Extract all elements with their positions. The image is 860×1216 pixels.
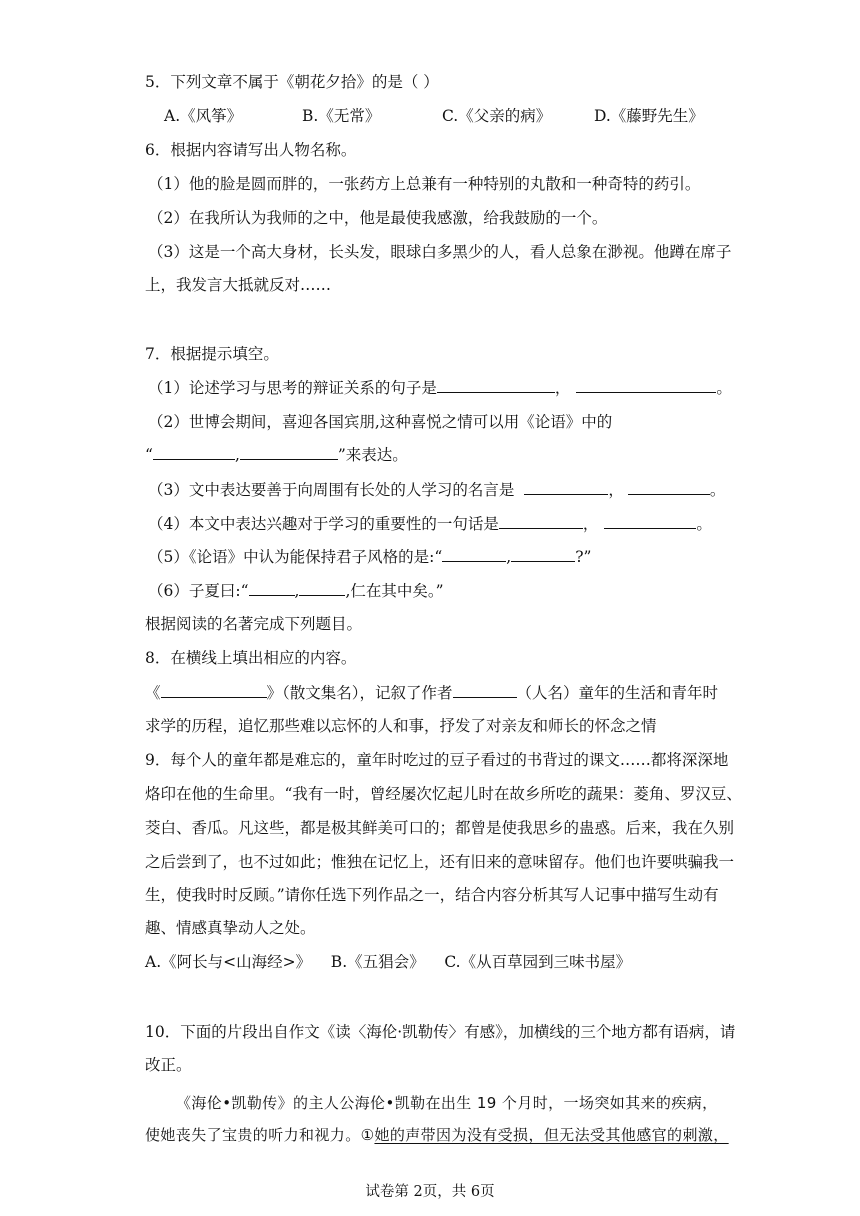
q9-line3: 茭白、香瓜。凡这些，都是极其鲜美可口的；都曾是使我思乡的蛊惑。后来，我在久别 (145, 819, 735, 837)
section-intro: 根据阅读的名著完成下列题目。 (145, 615, 363, 633)
essay-text: 使她丧失了宝贵的听力和视力。① (145, 1126, 375, 1144)
q7-item-6-end: ,仁在其中矣。” (345, 582, 444, 600)
q5-option-c: C.《父亲的病》 (442, 107, 552, 125)
q6-item-2: （2）在我所认为我师的之中，他是最使我感激，给我鼓励的一个。 (148, 209, 608, 227)
q9-line4: 之后尝到了，也不过如此；惟独在记忆上，还有旧来的意味留存。他们也许要哄骗我一 (145, 853, 735, 871)
q7-item-4-sep: ， (582, 515, 599, 533)
q8-line2: 求学的历程，追忆那些难以忘怀的人和事，抒发了对亲友和师长的怀念之情 (145, 717, 657, 735)
q7-item-4-text: （4）本文中表达兴趣对于学习的重要性的一句话是 (148, 515, 499, 533)
q7-item-5-end: ?” (575, 548, 592, 566)
q7-item-5-text: （5）《论语》中认为能保持君子风格的是:“ (148, 548, 443, 566)
q5-option-d: D.《藤野先生》 (594, 107, 704, 125)
q9-line6: 趣、情感真挚动人之处。 (145, 919, 316, 937)
underlined-sentence-1: 她的声带因为没有受损，但无法受其他感官的刺激， (374, 1126, 729, 1144)
q7-item-6 (148, 581, 444, 601)
q6-item-1: （1）他的脸是圆而胖的，一张药方上总兼有一种特别的丸散和一种奇特的药引。 (148, 175, 701, 193)
q7-stem: 7．根据提示填空。 (145, 345, 279, 363)
q8-open-bracket: 《 (145, 684, 161, 702)
essay-para-line1: 《海伦•凯勒传》的主人公海伦•凯勒在出生 19 个月时，一场突如其来的疾病， (176, 1094, 718, 1112)
q7-item-2-line1: （2）世博会期间，喜迎各国宾朋,这种喜悦之情可以用《论语》中的 (148, 413, 613, 431)
q5-option-a: A.《风筝》 (164, 107, 243, 125)
q8-text-1: 》（散文集名），记叙了作者 (266, 684, 453, 702)
essay-para-line2 (145, 1125, 729, 1145)
answer-blank[interactable] (161, 683, 267, 698)
q7-item-5-sep: , (506, 548, 512, 566)
q7-item-2-sep: , (234, 446, 240, 464)
q7-item-4-end: 。 (696, 515, 712, 533)
q7-item-2-line2 (145, 445, 408, 465)
answer-blank[interactable] (604, 514, 696, 529)
q5-option-b: B.《无常》 (302, 107, 381, 125)
answer-blank[interactable] (628, 480, 710, 495)
q5-stem: 5．下列文章不属于《朝花夕拾》的是（ ） (145, 73, 439, 91)
answer-blank[interactable] (524, 480, 608, 495)
answer-blank[interactable] (437, 378, 555, 393)
answer-blank[interactable] (453, 683, 517, 698)
q7-item-1-sep: ， (554, 379, 571, 397)
answer-blank[interactable] (442, 547, 506, 562)
q7-item-5 (148, 547, 591, 567)
page-footer: 试卷第 2页，共 6页 (365, 1184, 495, 1200)
q7-item-6-sep: , (294, 582, 300, 600)
answer-blank[interactable] (249, 581, 295, 596)
q6-item-3-line2: 上，我发言大抵就反对…… (145, 276, 332, 294)
q7-item-1-text: （1）论述学习与思考的辩证关系的句子是 (148, 379, 437, 397)
q9-options: A.《阿长与<山海经>》 B.《五猖会》 C.《从百草园到三味书屋》 (145, 953, 632, 971)
q7-item-3-text: （3）文中表达要善于向周围有长处的人学习的名言是 (148, 481, 515, 499)
q8-line1 (145, 683, 718, 703)
q7-item-3-end: 。 (709, 481, 726, 499)
answer-blank[interactable] (240, 445, 338, 460)
q6-item-3-line1: （3）这是一个高大身材，长头发，眼球白多黑少的人，看人总象在渺视。他蹲在席子 (148, 243, 732, 261)
answer-blank[interactable] (299, 581, 345, 596)
answer-blank[interactable] (499, 514, 583, 529)
q10-line2: 改正。 (145, 1056, 192, 1074)
q7-item-4 (148, 514, 712, 534)
q7-item-6-text: （6）子夏曰:“ (148, 582, 249, 600)
q9-line2: 烙印在他的生命里。“我有一时，曾经屡次忆起儿时在故乡所吃的蔬果：菱角、罗汉豆、 (145, 785, 742, 803)
q10-line1: 10．下面的片段出自作文《读〈海伦·凯勒传〉有感》，加横线的三个地方都有语病，请 (145, 1023, 736, 1041)
q7-item-1-end: 。 (716, 379, 732, 397)
q6-stem: 6．根据内容请写出人物名称。 (145, 141, 357, 159)
q7-item-1 (148, 378, 732, 398)
q7-item-2-open: “ (145, 446, 153, 464)
q8-stem: 8．在横线上填出相应的内容。 (145, 649, 357, 667)
q7-item-3-sep: ， (608, 481, 624, 499)
q9-line5: 生，使我时时反顾。”请你任选下列作品之一，结合内容分析其写人记事中描写生动有 (145, 886, 719, 904)
answer-blank[interactable] (153, 445, 235, 460)
q9-line1: 9．每个人的童年都是难忘的，童年时吃过的豆子看过的书背过的课文……都将深深地 (145, 751, 729, 769)
q7-item-2-end: ”来表达。 (337, 446, 408, 464)
answer-blank[interactable] (576, 378, 716, 393)
answer-blank[interactable] (511, 547, 575, 562)
q8-text-2: （人名）童年的生活和青年时 (516, 684, 719, 702)
q7-item-3 (148, 480, 725, 500)
